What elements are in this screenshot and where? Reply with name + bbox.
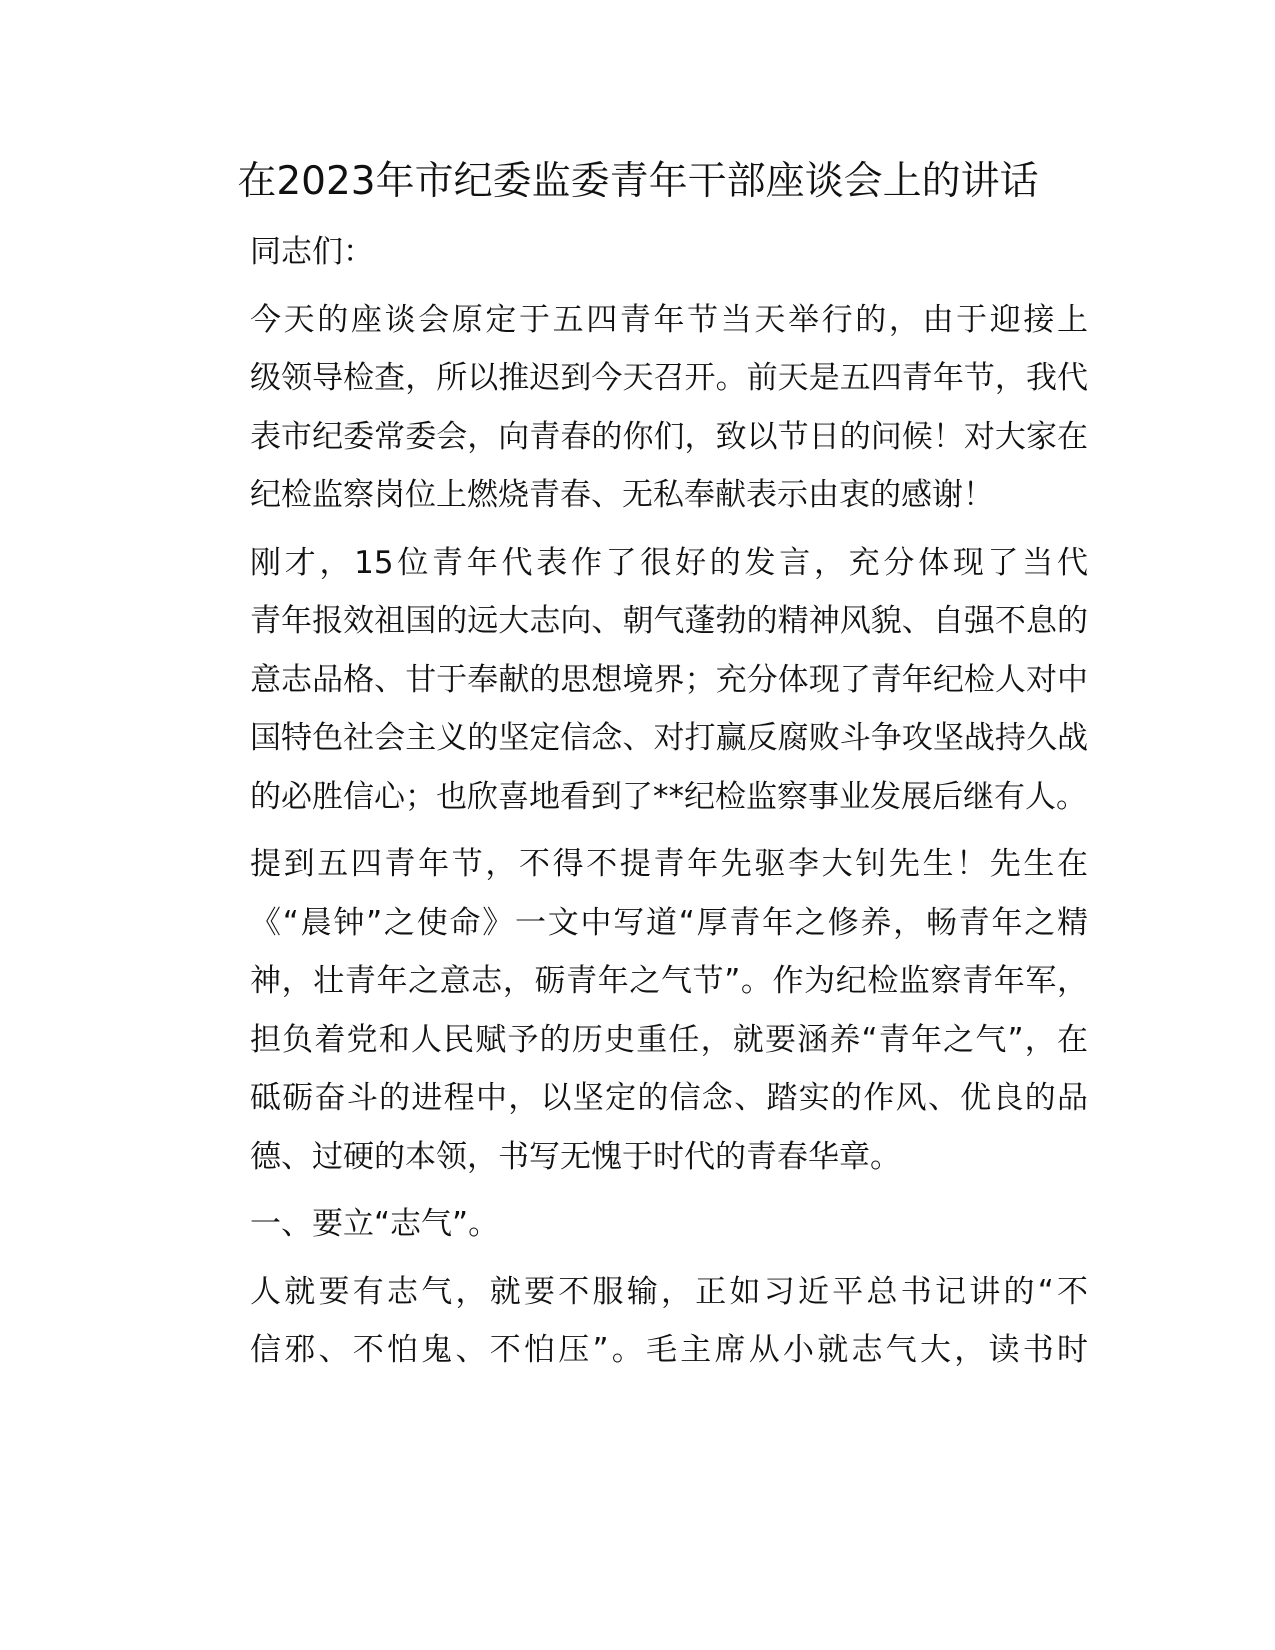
text-line: 级领导检查，所以推迟到今天召开。前天是五四青年节，我代 <box>250 360 1088 396</box>
text-line: 提到五四青年节，不得不提青年先驱李大钊先生！先生在 <box>250 846 1088 882</box>
text-line: 刚才，15位青年代表作了很好的发言，充分体现了当代 <box>250 544 1088 581</box>
text-line: 人就要有志气，就要不服输，正如习近平总书记讲的“不 <box>250 1273 1088 1310</box>
paragraph-section-1 <box>188 1263 1088 1380</box>
paragraph-may-fourth <box>188 835 1088 1186</box>
text-line: 国特色社会主义的坚定信念、对打赢反腐败斗争攻坚战持久战 <box>250 720 1088 756</box>
text-line: 砥砺奋斗的进程中，以坚定的信念、踏实的作风、优良的品 <box>250 1080 1088 1116</box>
text-line: 今天的座谈会原定于五四青年节当天举行的，由于迎接上 <box>250 301 1088 338</box>
text-line: 担负着党和人民赋予的历史重任，就要涵养“青年之气”，在 <box>250 1021 1088 1058</box>
paragraph-intro <box>188 291 1088 525</box>
section-heading-1 <box>188 1195 1088 1254</box>
text-line: 同志们： <box>250 234 374 270</box>
text-line: 纪检监察岗位上燃烧青春、无私奉献表示由衷的感谢！ <box>250 477 994 513</box>
text-line: 《“晨钟”之使命》一文中写道“厚青年之修养，畅青年之精 <box>250 904 1088 941</box>
text-line: 的必胜信心；也欣喜地看到了**纪检监察事业发展后继有人。 <box>250 778 1087 815</box>
document-body <box>188 148 1088 1380</box>
paragraph-speeches <box>188 534 1088 827</box>
text-line: 青年报效祖国的远大志向、朝气蓬勃的精神风貌、自强不息的 <box>250 603 1088 639</box>
text-line: 意志品格、甘于奉献的思想境界；充分体现了青年纪检人对中 <box>250 661 1088 698</box>
text-line: 神，壮青年之意志，砺青年之气节”。作为纪检监察青年军， <box>250 963 1088 999</box>
document-title: 在2023年市纪委监委青年干部座谈会上的讲话 <box>237 159 1039 204</box>
text-line: 信邪、不怕鬼、不怕压”。毛主席从小就志气大，读书时 <box>250 1332 1088 1368</box>
text-line: 表市纪委常委会，向青春的你们，致以节日的问候！对大家在 <box>250 418 1088 455</box>
text-line: 一、要立“志气”。 <box>250 1206 500 1242</box>
text-line: 德、过硬的本领，书写无愧于时代的青春华章。 <box>250 1138 901 1175</box>
paragraph-greeting <box>188 223 1088 282</box>
